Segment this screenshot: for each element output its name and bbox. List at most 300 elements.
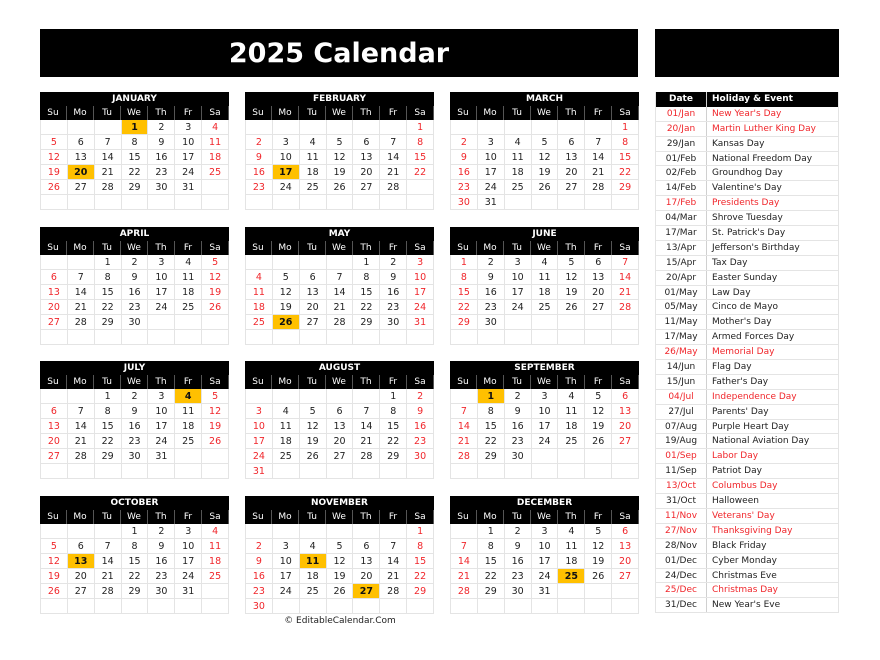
day-cell: 8	[478, 404, 505, 418]
weekday-label: Tu	[504, 241, 531, 255]
date-column-header: Date	[655, 92, 707, 107]
day-cell: 21	[327, 300, 354, 314]
day-cell: 18	[273, 434, 300, 448]
day-cell: 30	[478, 315, 505, 329]
day-cell: 25	[175, 300, 202, 314]
day-cell: 12	[202, 270, 229, 284]
day-cell: 14	[68, 419, 95, 433]
day-cell: 18	[505, 165, 532, 179]
day-cell: 17	[532, 419, 559, 433]
week-row	[450, 300, 639, 315]
day-cell: 10	[148, 270, 175, 284]
day-cell: 3	[407, 255, 434, 269]
weekday-label: Tu	[504, 375, 531, 389]
day-cell: 25	[558, 434, 585, 448]
day-cell: 1	[612, 120, 639, 134]
day-cell: 5	[585, 389, 612, 403]
holiday-name: Jefferson's Birthday	[707, 241, 839, 255]
day-cell: 9	[505, 404, 532, 418]
day-cell: 17	[148, 419, 175, 433]
day-cell: 30	[450, 195, 478, 209]
week-row	[40, 300, 229, 315]
day-cell: 28	[380, 584, 407, 598]
weekday-label: Tu	[504, 510, 531, 524]
day-cell: 13	[353, 554, 380, 568]
week-row	[450, 389, 639, 404]
day-cell: 18	[558, 554, 585, 568]
day-cell: 4	[273, 404, 300, 418]
holiday-name: Tax Day	[707, 256, 839, 270]
day-cell: 1	[122, 120, 149, 134]
day-cell: 14	[353, 419, 380, 433]
day-cell	[300, 255, 327, 269]
weekday-label: Mo	[272, 375, 299, 389]
day-cell: 4	[245, 270, 273, 284]
weekday-label: Fr	[175, 106, 202, 120]
day-cell: 29	[478, 449, 505, 463]
weekday-label: Fr	[585, 375, 612, 389]
holiday-list-header	[655, 92, 839, 107]
day-cell: 11	[300, 150, 327, 164]
page-title: 2025 Calendar	[40, 29, 638, 77]
day-cell	[175, 330, 202, 344]
holiday-date: 24/Dec	[655, 569, 707, 583]
day-cell: 15	[122, 554, 149, 568]
day-cell: 6	[327, 404, 354, 418]
month-march	[450, 92, 639, 210]
weekday-label: Su	[450, 375, 477, 389]
day-cell	[505, 330, 532, 344]
day-cell	[380, 524, 407, 538]
holiday-date: 11/Nov	[655, 509, 707, 523]
weekday-label: We	[531, 375, 558, 389]
holiday-date: 04/Mar	[655, 211, 707, 225]
day-cell: 5	[327, 135, 354, 149]
weekday-header	[40, 241, 229, 255]
holiday-row	[655, 286, 839, 301]
day-cell: 17	[245, 434, 273, 448]
day-cell: 7	[327, 270, 354, 284]
day-cell	[40, 195, 68, 209]
day-cell: 23	[505, 434, 532, 448]
day-cell: 27	[68, 180, 95, 194]
weekday-label: Sa	[612, 510, 639, 524]
day-cell: 17	[407, 285, 434, 299]
week-row	[245, 285, 434, 300]
day-cell: 22	[407, 165, 434, 179]
holiday-name: Cinco de Mayo	[707, 300, 839, 314]
week-row	[245, 389, 434, 404]
day-cell: 19	[558, 285, 585, 299]
weekday-label: Tu	[94, 510, 121, 524]
day-cell: 23	[478, 300, 505, 314]
day-cell	[122, 464, 149, 478]
day-cell	[612, 195, 639, 209]
day-cell: 29	[612, 180, 639, 194]
weekday-label: Su	[245, 241, 272, 255]
day-cell	[612, 584, 639, 598]
day-cell: 7	[380, 539, 407, 553]
day-cell	[68, 195, 95, 209]
day-cell	[68, 255, 95, 269]
day-cell	[585, 464, 612, 478]
weekday-label: Mo	[272, 106, 299, 120]
day-cell: 27	[353, 584, 380, 598]
day-cell	[380, 195, 407, 209]
day-cell: 12	[532, 150, 559, 164]
day-cell: 14	[585, 150, 612, 164]
holiday-row	[655, 122, 839, 137]
week-row	[450, 464, 639, 479]
holiday-date: 19/Aug	[655, 434, 707, 448]
day-cell: 22	[478, 434, 505, 448]
day-cell	[273, 389, 300, 403]
day-cell	[478, 464, 505, 478]
day-cell: 28	[585, 180, 612, 194]
day-cell	[300, 195, 327, 209]
day-cell: 26	[327, 180, 354, 194]
holiday-date: 17/Feb	[655, 196, 707, 210]
holiday-row	[655, 345, 839, 360]
day-cell	[585, 449, 612, 463]
day-cell	[40, 599, 68, 613]
day-cell: 7	[450, 404, 478, 418]
day-cell: 24	[273, 584, 300, 598]
day-cell: 1	[450, 255, 478, 269]
weekday-label: Th	[558, 106, 585, 120]
day-cell: 28	[68, 315, 95, 329]
day-cell	[478, 120, 505, 134]
week-row	[245, 599, 434, 614]
month-title: OCTOBER	[40, 496, 229, 510]
weekday-label: Su	[450, 241, 477, 255]
day-cell	[202, 599, 229, 613]
holiday-name: Memorial Day	[707, 345, 839, 359]
week-row	[245, 150, 434, 165]
day-cell: 9	[478, 270, 505, 284]
weekday-label: Mo	[67, 241, 94, 255]
day-cell: 20	[300, 300, 327, 314]
day-cell	[380, 120, 407, 134]
holiday-name: Flag Day	[707, 360, 839, 374]
weekday-header	[40, 510, 229, 524]
day-cell: 21	[450, 434, 478, 448]
day-cell: 11	[202, 539, 229, 553]
day-cell: 25	[532, 300, 559, 314]
day-cell	[40, 120, 68, 134]
day-cell: 19	[585, 419, 612, 433]
day-cell: 5	[273, 270, 300, 284]
weekday-label: Su	[450, 106, 477, 120]
day-cell: 2	[407, 389, 434, 403]
month-title: MAY	[245, 227, 434, 241]
week-row	[245, 464, 434, 479]
holiday-date: 31/Oct	[655, 494, 707, 508]
weekday-label: Fr	[585, 510, 612, 524]
day-cell: 14	[450, 554, 478, 568]
week-row	[245, 404, 434, 419]
week-row	[450, 419, 639, 434]
month-title: APRIL	[40, 227, 229, 241]
day-cell: 8	[450, 270, 478, 284]
day-cell: 5	[327, 539, 354, 553]
week-row	[40, 270, 229, 285]
weekday-label: Sa	[407, 375, 434, 389]
day-cell	[407, 195, 434, 209]
day-cell: 13	[300, 285, 327, 299]
weekday-label: Sa	[202, 375, 229, 389]
day-cell: 27	[612, 569, 639, 583]
day-cell: 24	[245, 449, 273, 463]
day-cell	[327, 120, 354, 134]
holiday-row	[655, 166, 839, 181]
weekday-label: Mo	[67, 106, 94, 120]
day-cell: 11	[175, 404, 202, 418]
weekday-label: Sa	[202, 241, 229, 255]
day-cell: 5	[300, 404, 327, 418]
week-row	[245, 120, 434, 135]
day-cell: 28	[95, 180, 122, 194]
day-cell: 7	[585, 135, 612, 149]
holiday-date: 25/Dec	[655, 583, 707, 597]
day-cell	[273, 195, 300, 209]
day-cell: 10	[532, 539, 559, 553]
day-cell: 2	[245, 539, 273, 553]
holiday-date: 14/Jun	[655, 360, 707, 374]
day-cell	[478, 599, 505, 613]
day-cell	[68, 599, 95, 613]
weekday-label: Tu	[504, 106, 531, 120]
day-cell: 6	[558, 135, 585, 149]
day-cell: 25	[175, 434, 202, 448]
holiday-name: Kansas Day	[707, 137, 839, 151]
weekday-label: Fr	[175, 241, 202, 255]
holiday-date: 01/Sep	[655, 449, 707, 463]
day-cell: 17	[175, 150, 202, 164]
day-cell: 4	[558, 524, 585, 538]
day-cell: 20	[585, 285, 612, 299]
week-row	[40, 554, 229, 569]
day-cell: 28	[68, 449, 95, 463]
holiday-row	[655, 360, 839, 375]
day-cell: 20	[558, 165, 585, 179]
week-row	[245, 330, 434, 345]
holiday-row	[655, 315, 839, 330]
day-cell: 18	[300, 569, 327, 583]
day-cell: 13	[40, 285, 68, 299]
day-cell: 12	[585, 404, 612, 418]
day-cell: 1	[95, 389, 122, 403]
week-row	[40, 180, 229, 195]
day-cell	[95, 464, 122, 478]
day-cell: 9	[380, 270, 407, 284]
day-cell: 25	[202, 569, 229, 583]
day-cell: 5	[202, 255, 229, 269]
holiday-name: Law Day	[707, 286, 839, 300]
weekday-label: We	[326, 106, 353, 120]
day-cell: 17	[148, 285, 175, 299]
weekday-label: Th	[148, 510, 175, 524]
holiday-row	[655, 405, 839, 420]
holiday-date: 02/Feb	[655, 166, 707, 180]
day-cell: 3	[532, 389, 559, 403]
weekday-label: Mo	[477, 106, 504, 120]
weekday-label: Su	[40, 241, 67, 255]
holiday-row	[655, 300, 839, 315]
day-cell	[558, 584, 585, 598]
day-cell: 27	[558, 180, 585, 194]
day-cell	[532, 330, 559, 344]
day-cell: 3	[478, 135, 505, 149]
day-cell: 5	[202, 389, 229, 403]
day-cell: 19	[585, 554, 612, 568]
day-cell: 4	[175, 389, 202, 403]
day-cell: 16	[505, 419, 532, 433]
day-cell: 15	[478, 419, 505, 433]
day-cell: 22	[450, 300, 478, 314]
day-cell	[353, 464, 380, 478]
weekday-header	[450, 510, 639, 524]
day-cell: 22	[380, 434, 407, 448]
holiday-date: 01/May	[655, 286, 707, 300]
month-december	[450, 496, 639, 614]
holiday-row	[655, 420, 839, 435]
day-cell: 1	[478, 389, 505, 403]
day-cell: 16	[122, 419, 149, 433]
week-row	[450, 195, 639, 210]
month-title: DECEMBER	[450, 496, 639, 510]
holiday-name: Shrove Tuesday	[707, 211, 839, 225]
day-cell: 8	[380, 404, 407, 418]
day-cell: 8	[353, 270, 380, 284]
day-cell	[407, 464, 434, 478]
day-cell: 13	[612, 404, 639, 418]
weekday-label: Th	[148, 375, 175, 389]
weekday-label: Tu	[94, 106, 121, 120]
day-cell: 27	[40, 449, 68, 463]
holiday-row	[655, 226, 839, 241]
day-cell	[273, 255, 300, 269]
week-row	[450, 285, 639, 300]
day-cell: 6	[353, 539, 380, 553]
day-cell: 23	[505, 569, 532, 583]
weekday-label: Mo	[477, 241, 504, 255]
day-cell: 13	[68, 150, 95, 164]
holiday-row	[655, 196, 839, 211]
week-row	[40, 569, 229, 584]
day-cell: 11	[202, 135, 229, 149]
week-row	[450, 584, 639, 599]
weekday-label: We	[531, 106, 558, 120]
holiday-date: 29/Jan	[655, 137, 707, 151]
holiday-name: Cyber Monday	[707, 554, 839, 568]
day-cell	[505, 195, 532, 209]
day-cell: 9	[245, 150, 273, 164]
day-cell: 2	[148, 524, 175, 538]
day-cell: 2	[122, 389, 149, 403]
holiday-row	[655, 434, 839, 449]
day-cell	[327, 599, 354, 613]
day-cell	[327, 524, 354, 538]
day-cell	[558, 315, 585, 329]
day-cell: 1	[478, 524, 505, 538]
day-cell	[327, 255, 354, 269]
day-cell: 9	[450, 150, 478, 164]
day-cell: 22	[95, 300, 122, 314]
week-row	[450, 569, 639, 584]
weekday-header	[450, 241, 639, 255]
day-cell	[558, 195, 585, 209]
day-cell: 18	[300, 165, 327, 179]
day-cell: 7	[95, 539, 122, 553]
day-cell	[532, 449, 559, 463]
day-cell: 18	[175, 419, 202, 433]
day-cell	[478, 330, 505, 344]
day-cell: 16	[505, 554, 532, 568]
week-row	[40, 449, 229, 464]
day-cell	[175, 315, 202, 329]
day-cell: 28	[450, 449, 478, 463]
holiday-date: 27/Jul	[655, 405, 707, 419]
holiday-name: Labor Day	[707, 449, 839, 463]
week-row	[40, 599, 229, 614]
holiday-date: 20/Jan	[655, 122, 707, 136]
day-cell: 2	[148, 120, 175, 134]
week-row	[40, 315, 229, 330]
day-cell	[450, 599, 478, 613]
day-cell: 25	[505, 180, 532, 194]
day-cell	[300, 464, 327, 478]
day-cell	[273, 120, 300, 134]
day-cell: 23	[148, 569, 175, 583]
day-cell: 3	[175, 120, 202, 134]
day-cell: 28	[612, 300, 639, 314]
day-cell	[585, 584, 612, 598]
week-row	[245, 419, 434, 434]
week-row	[40, 255, 229, 270]
day-cell	[327, 330, 354, 344]
day-cell	[202, 584, 229, 598]
day-cell: 30	[122, 449, 149, 463]
weekday-header	[40, 106, 229, 120]
holiday-name: Easter Sunday	[707, 271, 839, 285]
holiday-date: 13/Oct	[655, 479, 707, 493]
weekday-label: Sa	[612, 241, 639, 255]
day-cell: 18	[245, 300, 273, 314]
day-cell: 4	[300, 135, 327, 149]
week-row	[245, 135, 434, 150]
day-cell: 31	[407, 315, 434, 329]
day-cell: 18	[202, 150, 229, 164]
day-cell: 25	[300, 180, 327, 194]
day-cell: 26	[558, 300, 585, 314]
day-cell: 23	[122, 434, 149, 448]
holiday-date: 15/Jun	[655, 375, 707, 389]
day-cell: 8	[122, 135, 149, 149]
day-cell	[353, 524, 380, 538]
weekday-label: Fr	[175, 510, 202, 524]
day-cell: 31	[478, 195, 505, 209]
day-cell	[273, 464, 300, 478]
day-cell	[585, 330, 612, 344]
day-cell: 11	[558, 404, 585, 418]
day-cell: 21	[380, 165, 407, 179]
day-cell: 14	[450, 419, 478, 433]
day-cell: 10	[273, 554, 300, 568]
day-cell: 11	[532, 270, 559, 284]
day-cell	[40, 330, 68, 344]
day-cell: 3	[148, 389, 175, 403]
